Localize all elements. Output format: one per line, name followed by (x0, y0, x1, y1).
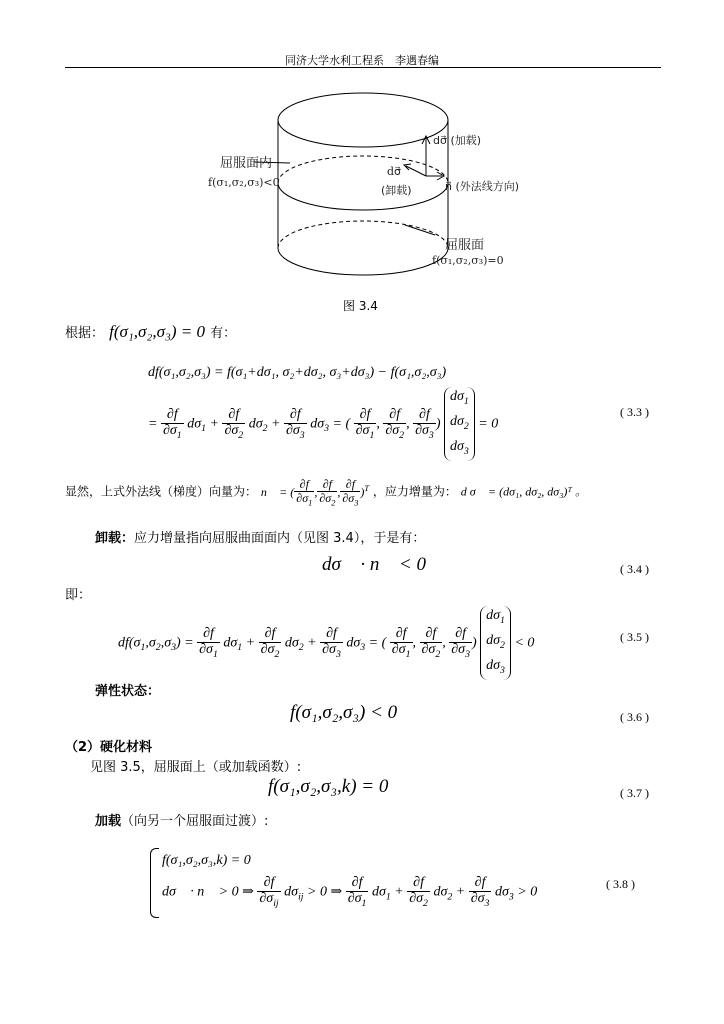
gradient-line (65, 478, 587, 508)
eq-number-3-5: ( 3.5 ) (620, 630, 649, 644)
equation-df-expansion: df(σ₁,σ₂,σ₃) = f(σ₁+dσ₁, σ₂+dσ₂, σ₃+dσ₃) − f(σ₁,σ₂,σ₃) (148, 365, 447, 380)
gradient-vector: n⃗ = ( $\frac{\partial f}{\partial\sigma_1}$ , $\frac{\partial f}{\partial\sigma_2}$ , $\frac{\partial f}{\partial\sigma_3}$ )$^T$ (260, 477, 370, 507)
equation-3-5: $df(\sigma_1,\sigma_2,\sigma_3)$ = $\frac{\partial f}{\partial\sigma_1}$ $d\sigma_1$ + $\frac{\partial f}{\partial\sigma_2}$ $d\sigma_2$ + $\frac{\partial f}{\partial\sigma_3}$ $d\sigma_3$ = ( $\frac{\partial f}{\partial\sigma_1}$ , $\frac{\partial f}{\partial\sigma_2}$ , $\frac{\partial f}{\partial\sigma_3}$ ) $d\sigma_1$ $d\sigma_2$ $d\sigma_3 < 0$ (118, 606, 534, 680)
eq-number-3-8: ( 3.8 ) (606, 877, 635, 891)
stress-increment: d σ⃗ = (dσ₁, dσ₂, dσ₃)ᵀ 。 (460, 484, 588, 499)
label-surface: 屈服面 (445, 238, 485, 253)
equation-3-8-part-a: dσ⃗ · n⃗ > 0 ⇒ (162, 884, 254, 900)
unload-line (95, 527, 425, 546)
label-inside: 屈服面内 (220, 156, 273, 171)
gradient-mid: ，应力增量为： (372, 484, 457, 499)
equation-3-8-part-c: > 0 ⇒ (307, 884, 343, 900)
equation-3-7: f(σ₁,σ₂,σ₃,k) = 0 (268, 776, 389, 797)
label-unload-vector: dσ⃗ (387, 165, 402, 178)
header-rule (65, 67, 661, 68)
equation-3-4: dσ⃗ · n⃗ < 0 (322, 554, 426, 575)
gradient-pre: 显然，上式外法线（梯度）向量为： (65, 484, 258, 499)
eq-number-3-6: ( 3.6 ) (620, 710, 649, 724)
load-title: 加载 (95, 814, 122, 829)
elastic-title: 弹性状态： (95, 684, 161, 699)
figure-caption: 图 3.4 (343, 299, 378, 313)
basis-label: 根据： (65, 326, 105, 341)
eq-number-3-7: ( 3.7 ) (620, 786, 649, 800)
equation-3-8-brace (150, 848, 159, 918)
eq-number-3-3: ( 3.3 ) (620, 405, 649, 419)
basis-tail: 有： (210, 326, 237, 341)
equation-3-8-part-b: dσ (284, 884, 299, 900)
hardening-title: （2）硬化材料 (65, 740, 153, 755)
basis-equation: f(σ₁,σ₂,σ₃) = 0 (109, 322, 206, 341)
unload-title: 卸载： (95, 531, 135, 546)
label-unload: (卸载) (381, 184, 412, 197)
label-surface-cond: f(σ₁,σ₂,σ₃)=0 (432, 254, 504, 267)
equation-3-8-line1: f(σ₁,σ₂,σ₃,k) = 0 (162, 853, 251, 868)
basis-line (65, 322, 236, 342)
unload-text: 应力增量指向屈服曲面面内（见图 3.4），于是有： (134, 531, 426, 546)
load-text: （向另一个屈服面过渡）: (121, 814, 269, 829)
label-load-vector: dσ⃗ (加载) (433, 134, 482, 147)
load-line (95, 810, 268, 829)
equation-3-8-line2: dσ⃗ · n⃗ > 0 ⇒ $\frac{\partial f}{\partial\sigma_{ij}}$ $d\sigma_{ij} > 0$ ⇒ $\frac{\partial f}{\partial\sigma_1}$ $d\sigma_1$ + $\frac{\partial f}{\partial\sigma_2}$ $d\sigma_2$ + $\frac{\partial f}{\partial\sigma_3}$ $d\sigma_3 > 0$ (162, 875, 538, 909)
page-header: 同济大学水利工程系 李遇春编 (285, 54, 439, 67)
eq-number-3-4: ( 3.4 ) (620, 562, 649, 576)
ji-label: 即： (65, 588, 92, 603)
label-inside-cond: f(σ₁,σ₂,σ₃)<0 (208, 176, 280, 189)
label-normal: n⃗ (外法线方向) (445, 180, 520, 193)
hardening-text: 见图 3.5，屈服面上（或加载函数）: (90, 760, 302, 775)
equation-3-3: = $\frac{\partial f}{\partial\sigma_1}$ $d\sigma_1$ + $\frac{\partial f}{\partial\sigma_2}$ $d\sigma_2$ + $\frac{\partial f}{\partial\sigma_3}$ $d\sigma_3$ = ( $\frac{\partial f}{\partial\sigma_1}$ , $\frac{\partial f}{\partial\sigma_2}$ , $\frac{\partial f}{\partial\sigma_3}$ ) $d\sigma_1$ $d\sigma_2$ $d\sigma_3 = 0$ (148, 387, 498, 461)
equation-3-6: f(σ₁,σ₂,σ₃) < 0 (290, 702, 398, 723)
